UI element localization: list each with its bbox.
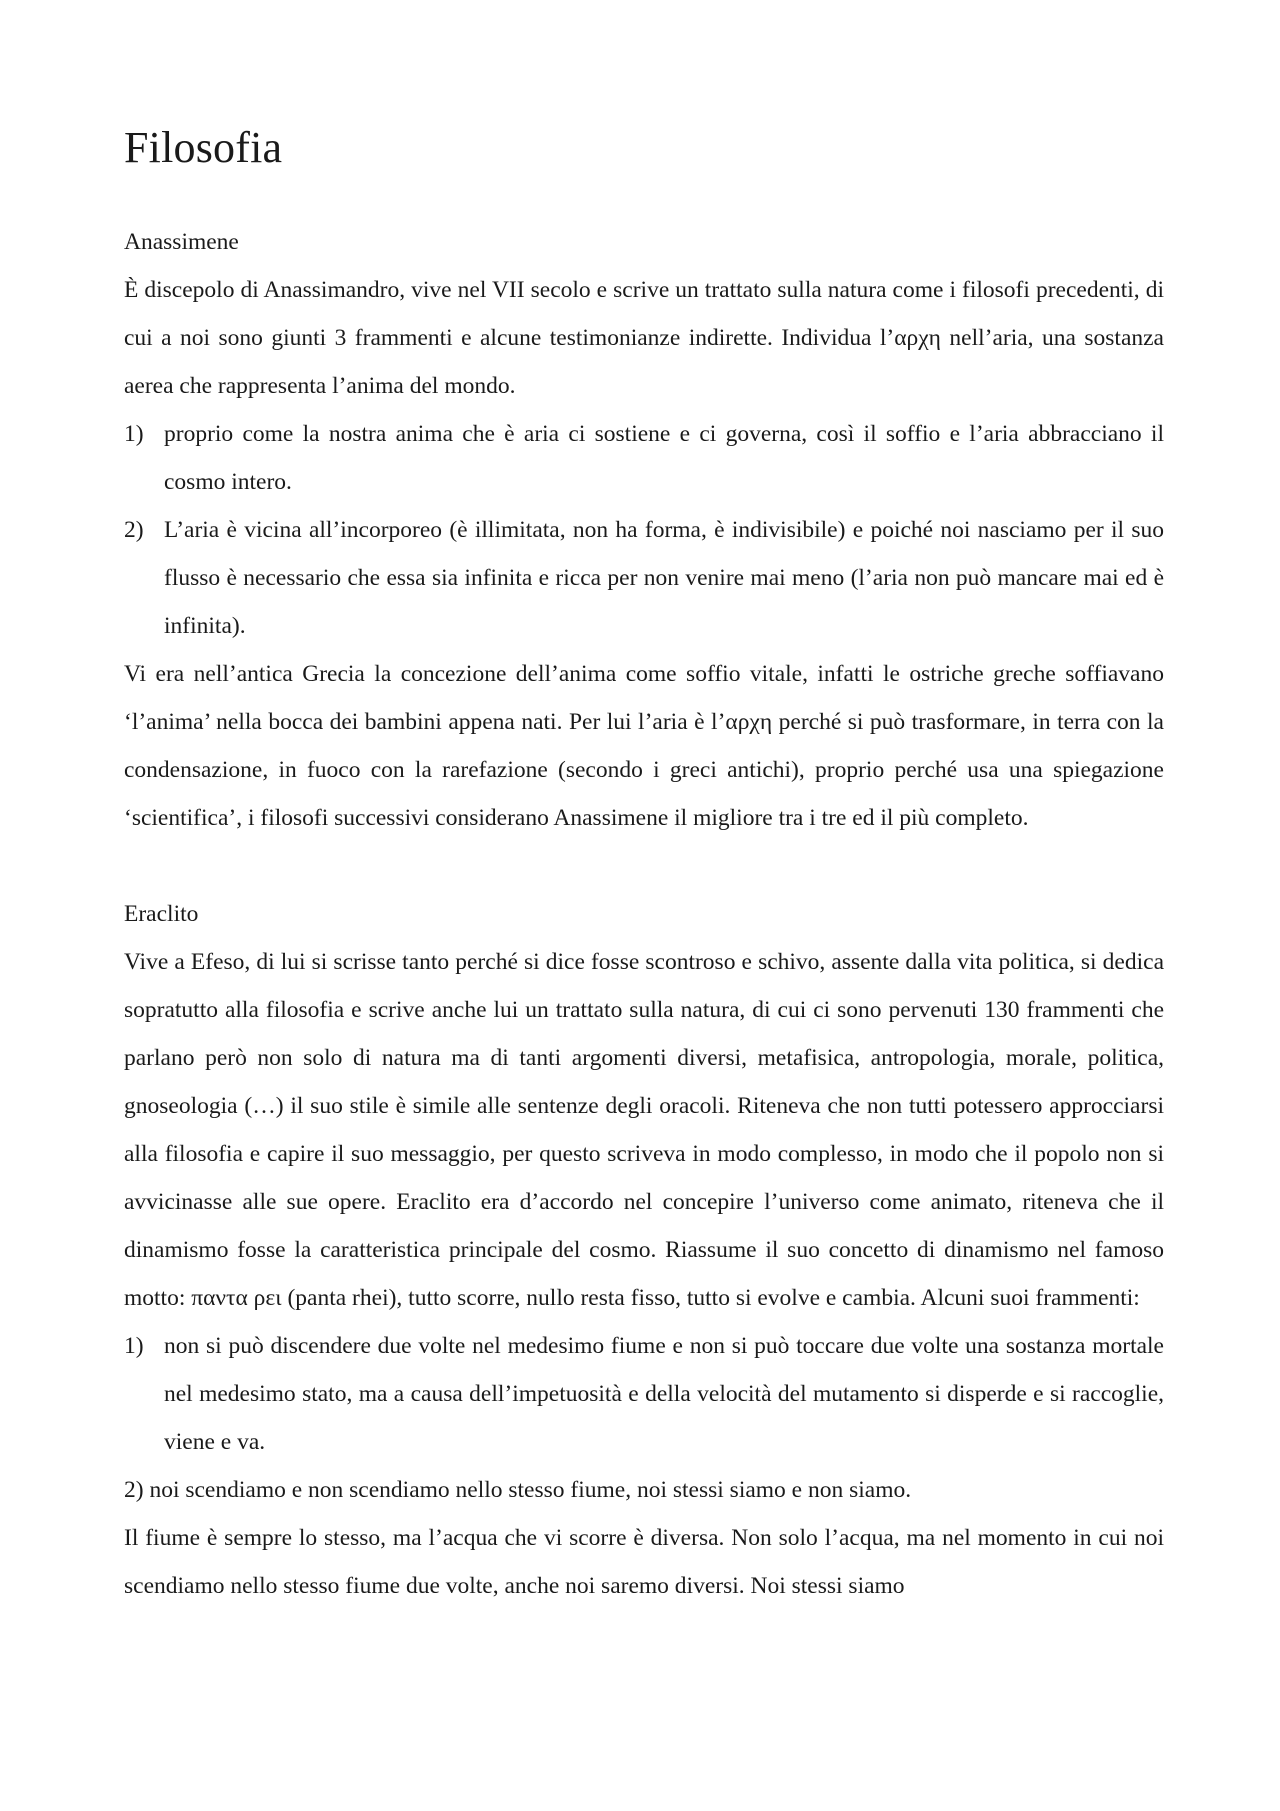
list-item xyxy=(124,1322,1164,1466)
section-spacer xyxy=(124,842,1164,890)
paragraph: Il fiume è sempre lo stesso, ma l’acqua che vi scorre è diversa. Non solo l’acqua, ma nel momento in cui noi scendiamo nello stesso fiume due volte, anche noi saremo diversi. Noi stessi siamo xyxy=(124,1525,1164,1599)
paragraph: Vive a Efeso, di lui si scrisse tanto perché si dice fosse scontroso e schivo, assente dalla vita politica, si dedica sopratutto alla filosofia e scrive anche lui un trattato sulla natura, di cui ci sono pervenuti 130 frammenti che parlano però non solo di natura ma di tanti argomenti diversi, metafisica, antropologia, morale, politica, gnoseologia (…) il suo stile è simile alle sentenze degli oracoli. Riteneva che non tutti potessero approcciarsi alla filosofia e capire il suo messaggio, per questo scriveva in modo complesso, in modo che il popolo non si avvicinasse alle sue opere. Eraclito era d’accordo nel concepire l’universo come animato, riteneva che il dinamismo fosse la caratteristica principale del cosmo. Riassume il suo concetto di dinamismo nel famoso motto: παντα ρει (panta rhei), tutto scorre, nullo resta fisso, tutto si evolve e cambia. Alcuni suoi frammenti: xyxy=(124,949,1164,1311)
section-heading: Eraclito xyxy=(124,901,199,927)
paragraph: Vi era nell’antica Grecia la concezione dell’anima come soffio vitale, infatti le ostriche greche soffiavano ‘l’anima’ nella bocca dei bambini appena nati. Per lui l’aria è l’αρχη perché si può trasformare, in terra con la condensazione, in fuoco con la rarefazione (secondo i greci antichi), proprio perché usa una spiegazione ‘scientifica’, i filosofi successivi considerano Anassimene il migliore tra i tre ed il più completo. xyxy=(124,661,1164,831)
paragraph: È discepolo di Anassimandro, vive nel VII secolo e scrive un trattato sulla natura come i filosofi precedenti, di cui a noi sono giunti 3 frammenti e alcune testimonianze indirette. Individua l’αρχη nell’aria, una sostanza aerea che rappresenta l’anima del mondo. xyxy=(124,277,1164,399)
paragraph: 2) noi scendiamo e non scendiamo nello stesso fiume, noi stessi siamo e non siamo. xyxy=(124,1477,912,1503)
list-number: 1) xyxy=(124,1333,144,1359)
numbered-list xyxy=(124,1322,1164,1466)
list-item-text: non si può discendere due volte nel medesimo fiume e non si può toccare due volte una sostanza mortale nel medesimo stato, ma a causa dell’impetuosità e della velocità del mutamento si disperde e si raccoglie, viene e va. xyxy=(164,1333,1164,1455)
list-number: 2) xyxy=(124,517,144,543)
list-item xyxy=(124,506,1164,650)
section-eraclito xyxy=(124,890,1164,1610)
list-item-text: proprio come la nostra anima che è aria ci sostiene e ci governa, così il soffio e l’aria abbracciano il cosmo intero. xyxy=(164,421,1164,495)
list-number: 1) xyxy=(124,421,144,447)
numbered-list xyxy=(124,410,1164,650)
section-anassimene xyxy=(124,218,1164,842)
section-heading: Anassimene xyxy=(124,229,239,255)
page-title: Filosofia xyxy=(124,123,283,172)
list-item-text: L’aria è vicina all’incorporeo (è illimitata, non ha forma, è indivisibile) e poiché noi nasciamo per il suo flusso è necessario che essa sia infinita e ricca per non venire mai meno (l’aria non può mancare mai ed è infinita). xyxy=(164,517,1164,639)
list-item xyxy=(124,410,1164,506)
document-page xyxy=(124,118,1164,1610)
